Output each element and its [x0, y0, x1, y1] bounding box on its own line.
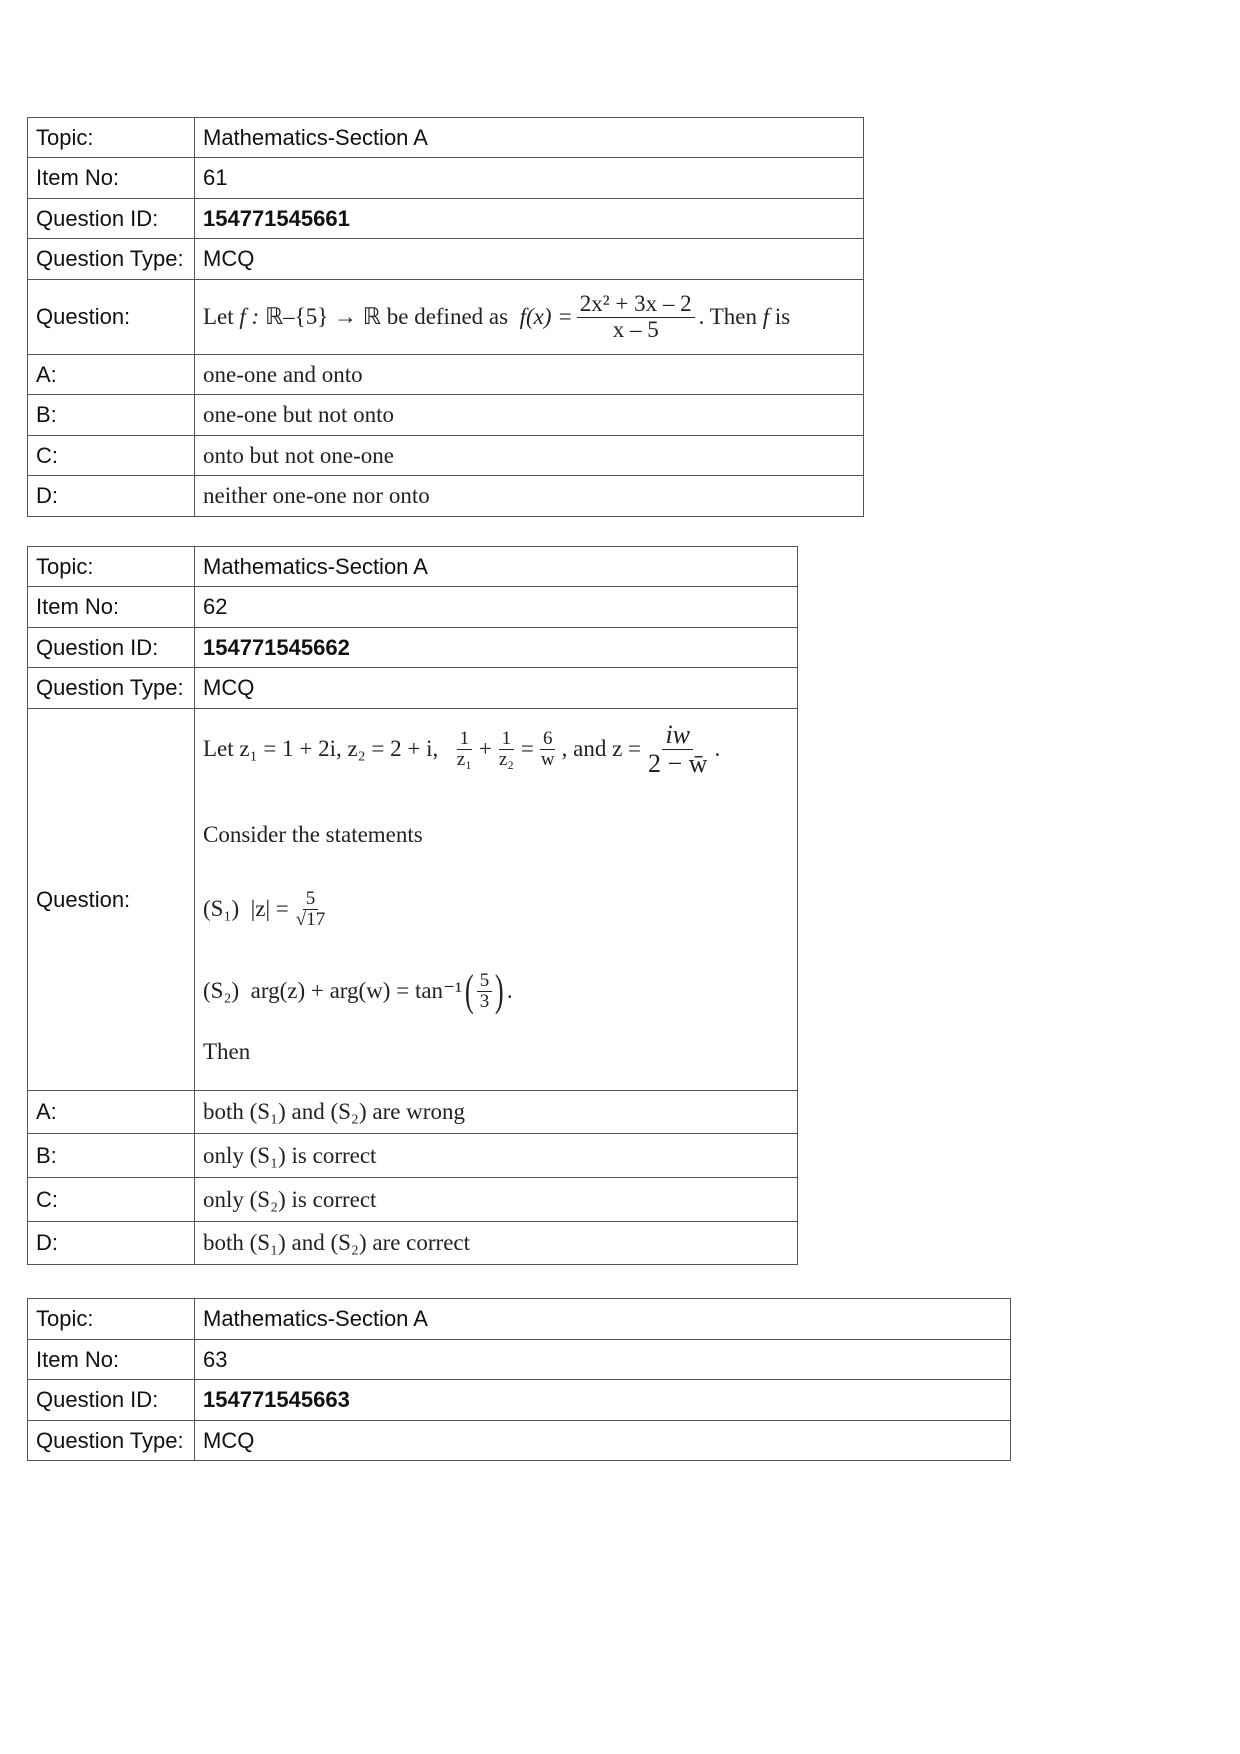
frac-num: 1 [457, 729, 473, 750]
option-d-label: D: [28, 1222, 195, 1265]
question-62-consider [203, 813, 789, 857]
period: . [714, 736, 721, 761]
option-a-text: both (S₁) and (S₂) are wrong [195, 1091, 798, 1134]
question-type-value: MCQ [195, 239, 864, 280]
fraction-denominator: x – 5 [612, 316, 659, 342]
question-type-label: Question Type: [28, 1421, 195, 1461]
frac-num [662, 721, 693, 749]
frac-num: 5 [303, 889, 319, 910]
question-body [195, 280, 864, 355]
option-c-label: C: [28, 1178, 195, 1222]
question-type-row [28, 1421, 1011, 1461]
frac-den: √17 [295, 908, 326, 930]
question-row [28, 709, 798, 1091]
topic-row [28, 118, 864, 158]
s1-label: (S₁) [203, 896, 240, 921]
s2-end: . [506, 978, 513, 1003]
text-let: Let [203, 304, 234, 329]
question-type-value: MCQ [195, 1421, 1011, 1461]
option-d-text: both (S₁) and (S₂) are correct [195, 1222, 798, 1265]
question-type-label: Question Type: [28, 668, 195, 709]
topic-label: Topic: [28, 547, 195, 587]
topic-row [28, 547, 798, 587]
s1-lhs: |z| = [250, 896, 289, 921]
option-b-label: B: [28, 1134, 195, 1178]
topic-value: Mathematics-Section A [195, 547, 798, 587]
question-type-row [28, 668, 798, 709]
option-b-row [28, 395, 864, 436]
fraction-numerator: 2x² + 3x – 2 [577, 292, 695, 317]
fraction-5-over-3 [477, 971, 493, 1012]
option-b-text: one-one but not onto [195, 395, 864, 436]
text-and-z: , and z = [561, 736, 641, 761]
text-f: f [762, 304, 770, 329]
fraction-1-over-z1 [454, 729, 475, 770]
option-b-row [28, 1134, 798, 1178]
text-consider: Consider the statements [203, 822, 423, 847]
fraction-iw-over-2-minus-wbar [645, 721, 710, 777]
question-type-value: MCQ [195, 668, 798, 709]
question-body [195, 709, 798, 1091]
frac-den: 3 [479, 990, 490, 1012]
frac-den: z₁ [456, 748, 472, 770]
frac-num: 1 [499, 729, 515, 750]
topic-label: Topic: [28, 118, 195, 158]
statement-s2 [203, 961, 789, 1021]
item-no-row [28, 1340, 1011, 1380]
text-iw: iw [665, 720, 691, 750]
text-let-z: Let z₁ = 1 + 2i, z₂ = 2 + i, [203, 736, 439, 761]
text-is: is [774, 304, 791, 329]
option-c-row [28, 1178, 798, 1222]
question-id-value: 154771545663 [195, 1380, 1011, 1421]
s2-lhs: arg(z) + arg(w) = tan⁻¹ [250, 978, 463, 1003]
frac-den: w [540, 748, 555, 770]
question-id-label: Question ID: [28, 1380, 195, 1421]
question-62-then [203, 1035, 789, 1069]
option-b-text: only (S₁) is correct [195, 1134, 798, 1178]
question-62-table [27, 546, 798, 1265]
question-id-value: 154771545661 [195, 199, 864, 239]
frac-num: 6 [540, 729, 556, 750]
option-d-text: neither one-one nor onto [195, 476, 864, 517]
item-no-label: Item No: [28, 587, 195, 628]
item-no-value: 61 [195, 158, 864, 199]
option-a-text: one-one and onto [195, 355, 864, 395]
equals-sign: = [520, 736, 534, 761]
question-type-label: Question Type: [28, 239, 195, 280]
option-a-label: A: [28, 355, 195, 395]
option-a-row [28, 355, 864, 395]
right-paren: ) [495, 966, 504, 1015]
question-61-table [27, 117, 864, 517]
text-then: Then [203, 1039, 251, 1064]
frac-num: 5 [477, 971, 493, 992]
item-no-value: 62 [195, 587, 798, 628]
text-fx: f(x) = [519, 304, 573, 329]
question-id-label: Question ID: [28, 199, 195, 239]
statement-s1 [203, 879, 789, 939]
question-label: Question: [28, 280, 195, 355]
s2-label: (S₂) [203, 978, 240, 1003]
option-c-text: only (S₂) is correct [195, 1178, 798, 1222]
text-be-defined: be defined as [386, 304, 509, 329]
option-a-row [28, 1091, 798, 1134]
question-id-row [28, 199, 864, 239]
item-no-row [28, 158, 864, 199]
option-d-label: D: [28, 476, 195, 517]
topic-value: Mathematics-Section A [195, 118, 864, 158]
fraction-1-over-z2 [496, 729, 517, 770]
question-id-value: 154771545662 [195, 628, 798, 668]
frac-den: z₂ [498, 748, 514, 770]
question-id-label: Question ID: [28, 628, 195, 668]
fraction-6-over-w [538, 729, 558, 770]
question-id-row [28, 1380, 1011, 1421]
fraction-5-over-sqrt17 [293, 889, 328, 930]
question-type-row [28, 239, 864, 280]
text-f-colon: f : [239, 304, 260, 329]
plus-sign: + [478, 736, 492, 761]
question-id-row [28, 628, 798, 668]
topic-row [28, 1299, 1011, 1340]
text-then: . Then [698, 304, 757, 329]
option-c-label: C: [28, 436, 195, 476]
item-no-value: 63 [195, 1340, 1011, 1380]
frac-den: 2 − w̄ [648, 748, 708, 778]
text-domain: ℝ–{5} → ℝ [264, 304, 381, 329]
question-62-line-1 [203, 719, 789, 779]
topic-value: Mathematics-Section A [195, 1299, 1011, 1340]
item-no-row [28, 587, 798, 628]
option-b-label: B: [28, 395, 195, 436]
option-c-text: onto but not one-one [195, 436, 864, 476]
option-d-row [28, 476, 864, 517]
option-d-row [28, 1222, 798, 1265]
left-paren: ( [465, 966, 474, 1015]
question-63-table [27, 1298, 1011, 1461]
option-a-label: A: [28, 1091, 195, 1134]
item-no-label: Item No: [28, 1340, 195, 1380]
question-61-math [203, 292, 790, 341]
question-row [28, 280, 864, 355]
fraction [577, 292, 695, 341]
question-label: Question: [28, 709, 195, 1091]
option-c-row [28, 436, 864, 476]
topic-label: Topic: [28, 1299, 195, 1340]
item-no-label: Item No: [28, 158, 195, 199]
